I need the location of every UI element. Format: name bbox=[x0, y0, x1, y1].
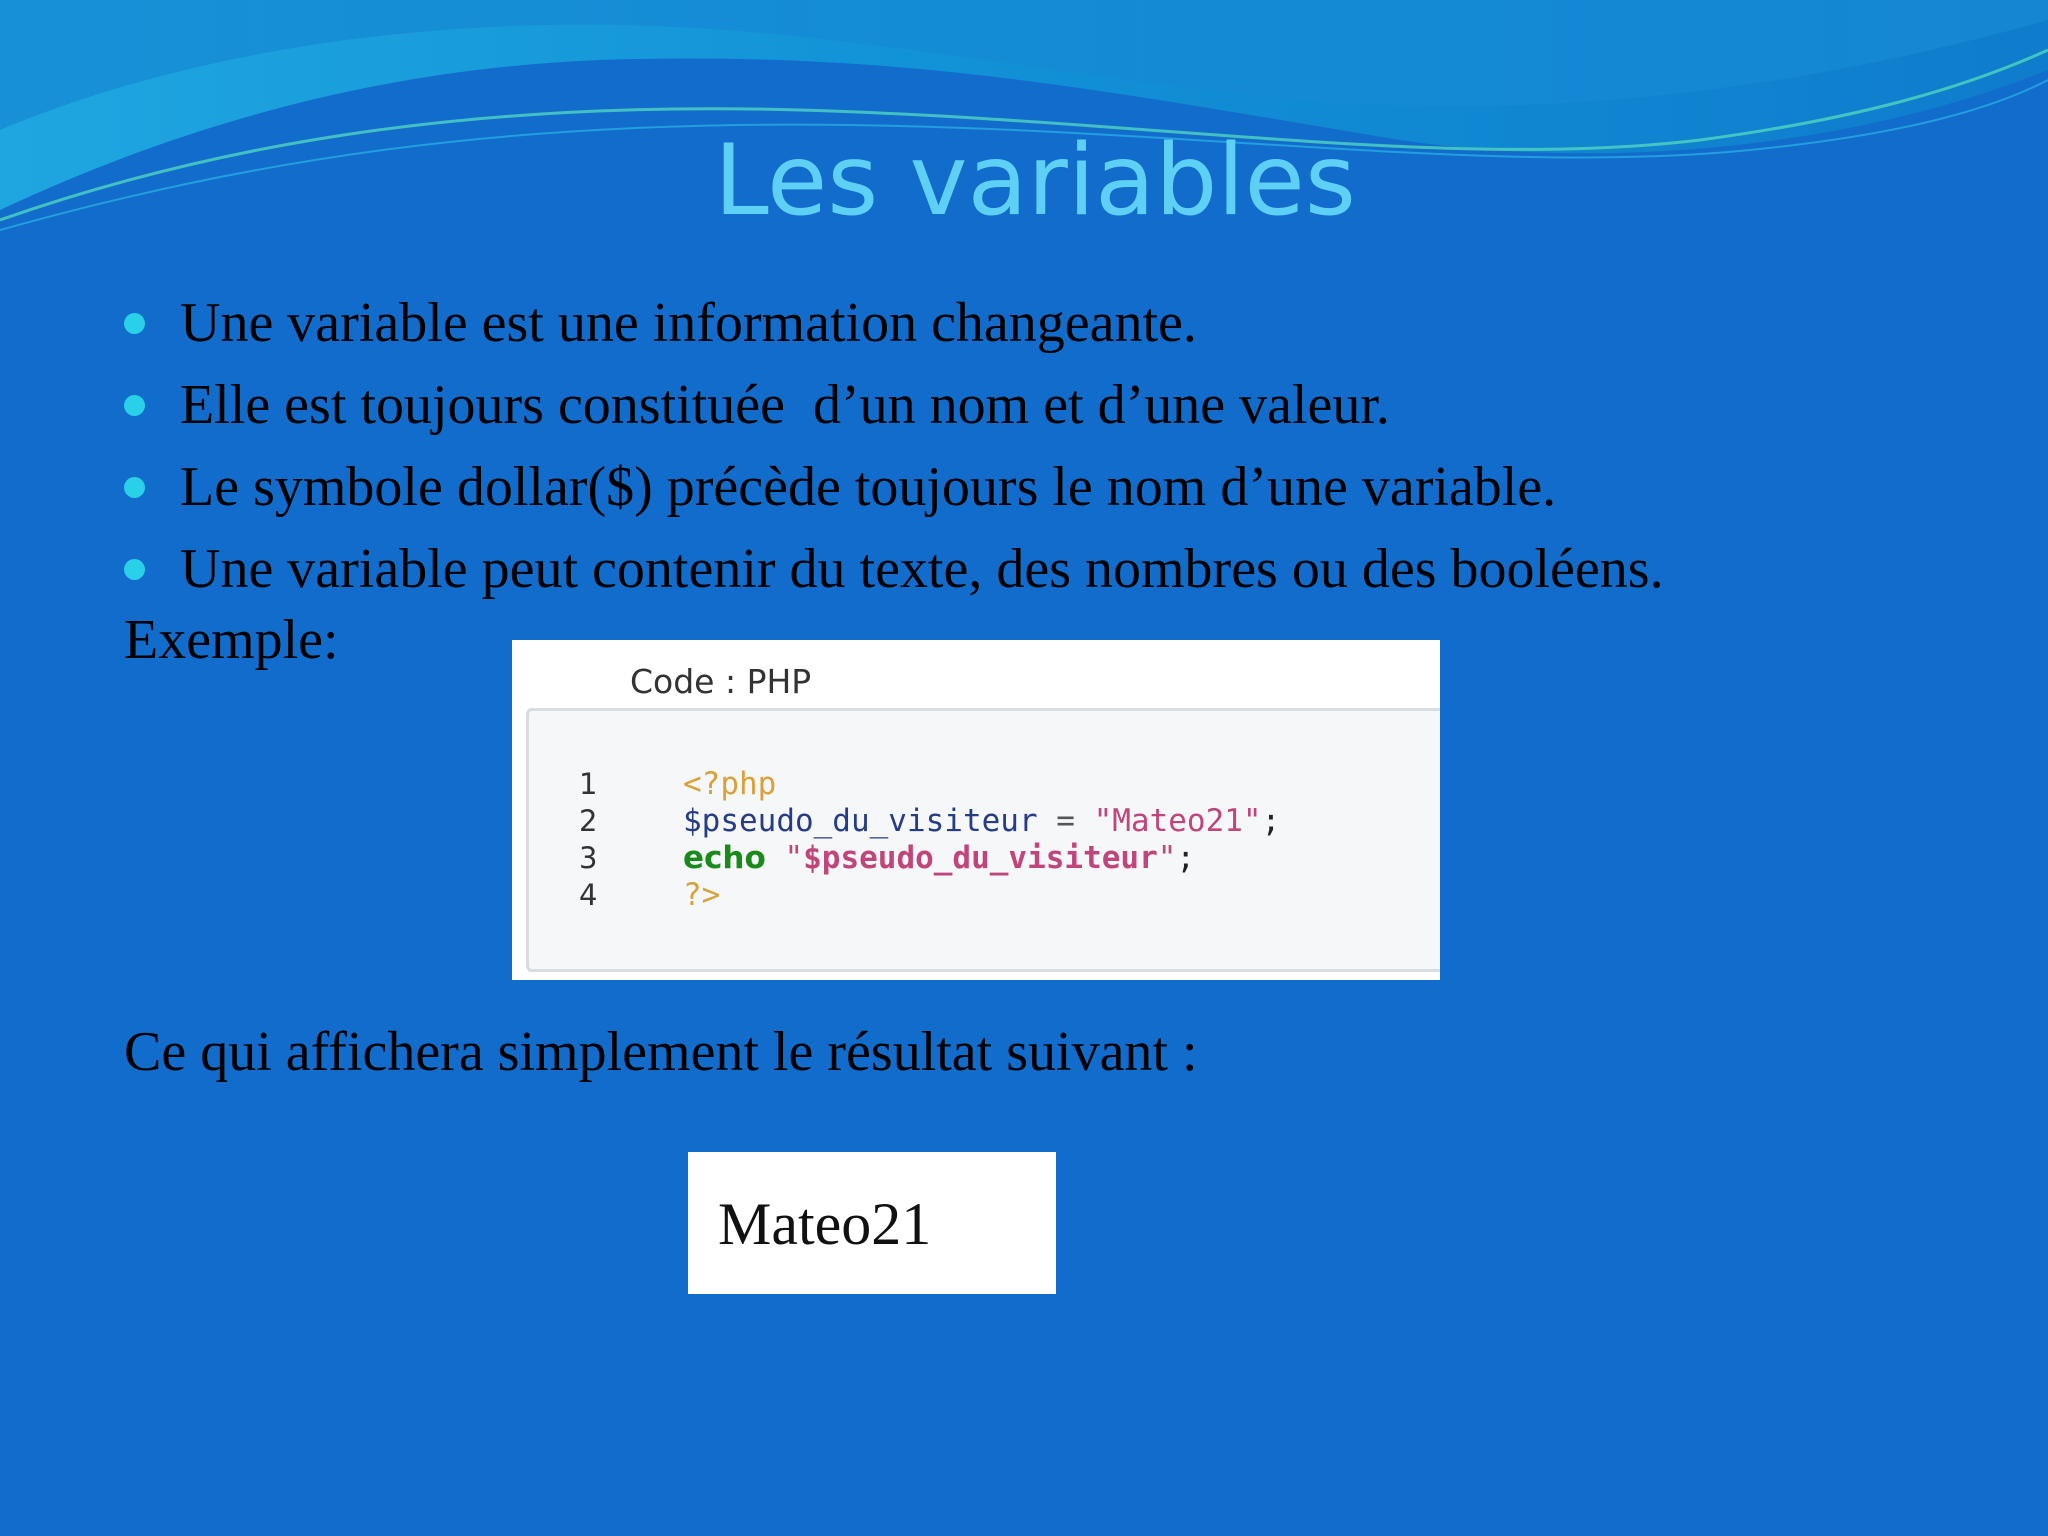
bullet-item bbox=[124, 364, 1664, 446]
code-keyword: echo bbox=[683, 839, 766, 876]
bullet-dot-icon bbox=[124, 559, 145, 580]
output-text: Mateo21 bbox=[718, 1191, 932, 1257]
bullet-text: Une variable peut contenir du texte, des nombres ou des booléens. bbox=[180, 538, 1664, 600]
bullet-text: Une variable est une information changeante. bbox=[180, 292, 1197, 354]
bullet-item bbox=[124, 528, 1664, 610]
example-label: Exemple: bbox=[124, 609, 339, 671]
line-number: 4 bbox=[579, 877, 598, 912]
bullet-text: Le symbole dollar($) précède toujours le nom d’une variable. bbox=[180, 456, 1557, 518]
code-semicolon: ; bbox=[1176, 839, 1196, 876]
slide-title: Les variables bbox=[714, 124, 1356, 238]
bullet-dot-icon bbox=[124, 477, 145, 498]
code-block bbox=[512, 640, 1440, 980]
php-open-tag: <?php bbox=[683, 765, 777, 802]
code-semicolon: ; bbox=[1261, 802, 1281, 839]
bullet-text: Elle est toujours constituée d’un nom et d’une valeur. bbox=[180, 374, 1390, 436]
bullet-dot-icon bbox=[124, 395, 145, 416]
bullet-dot-icon bbox=[124, 313, 145, 334]
bullet-list bbox=[124, 282, 1664, 610]
code-string: "Mateo21" bbox=[1093, 802, 1262, 839]
code-line bbox=[579, 876, 1280, 913]
bullet-item bbox=[124, 446, 1664, 528]
line-number: 3 bbox=[579, 840, 598, 875]
code-quote: " bbox=[1157, 839, 1177, 876]
line-number: 1 bbox=[579, 766, 598, 801]
result-caption: Ce qui affichera simplement le résultat suivant : bbox=[124, 1021, 1198, 1083]
line-number: 2 bbox=[579, 803, 598, 838]
php-close-tag: ?> bbox=[683, 876, 721, 913]
output-box bbox=[688, 1152, 1056, 1294]
code-line bbox=[579, 802, 1280, 839]
code-variable: $pseudo_du_visiteur bbox=[683, 802, 1038, 839]
code-space bbox=[766, 840, 785, 876]
code-line bbox=[579, 839, 1280, 876]
code-quote: " bbox=[784, 839, 804, 876]
code-header: Code : PHP bbox=[630, 662, 812, 701]
code-line bbox=[579, 765, 1280, 802]
code-lines bbox=[579, 765, 1280, 913]
code-string-variable: $pseudo_du_visiteur bbox=[803, 839, 1158, 876]
code-operator: = bbox=[1037, 802, 1094, 839]
code-panel bbox=[526, 708, 1440, 972]
bullet-item bbox=[124, 282, 1664, 364]
